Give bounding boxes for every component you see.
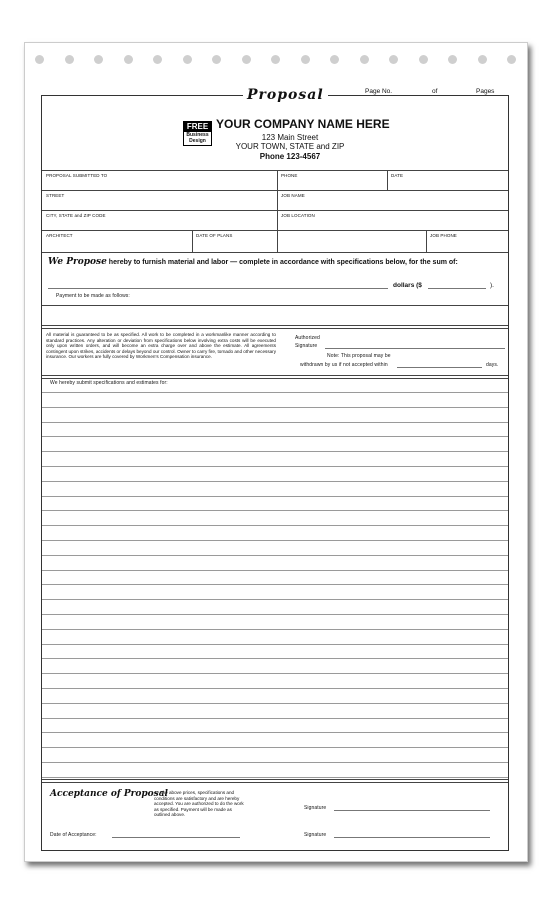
spec-line — [42, 644, 508, 645]
spec-line — [42, 407, 508, 408]
punch-hole — [419, 55, 428, 64]
punch-hole — [448, 55, 457, 64]
label-date: DATE — [391, 173, 404, 178]
we-propose-line — [48, 257, 458, 267]
spec-line — [42, 451, 508, 452]
spec-line — [42, 703, 508, 704]
company-town: YOUR TOWN, STATE and ZIP — [235, 142, 345, 151]
spec-line — [42, 525, 508, 526]
acceptance-text: — The above prices, specifications and conditions are satisfactory and are hereby accepted. You are authorized to do the work as specified. Payment will be made as outlined above. — [154, 790, 244, 818]
note-line1: Note: This proposal may be — [327, 353, 391, 359]
spec-line — [42, 673, 508, 674]
acceptance-signature-1: Signature — [304, 805, 327, 811]
label-job-name: JOB NAME — [281, 193, 305, 198]
punch-hole — [478, 55, 487, 64]
company-name: YOUR COMPANY NAME HERE — [216, 117, 390, 131]
proposal-form-sheet — [24, 42, 528, 862]
spec-line — [42, 422, 508, 423]
label-phone: PHONE — [281, 173, 298, 178]
dollars-label: dollars ($ — [393, 282, 422, 289]
spec-line — [42, 777, 508, 778]
of-label: of — [432, 88, 438, 95]
we-propose-lead: We Propose — [48, 257, 107, 267]
specification-lines — [42, 378, 508, 778]
form-title: Proposal — [243, 87, 328, 103]
spec-line — [42, 496, 508, 497]
spec-line — [42, 570, 508, 571]
company-street: 123 Main Street — [261, 133, 319, 142]
page-no-label: Page No. — [365, 88, 393, 95]
spec-line — [42, 436, 508, 437]
specs-heading: We hereby submit specifications and estimates for: — [50, 380, 168, 386]
pages-label: Pages — [476, 88, 495, 95]
punch-hole — [389, 55, 398, 64]
spec-line — [42, 555, 508, 556]
signature-label: Signature — [295, 343, 318, 349]
logo-design: Design — [189, 138, 206, 144]
label-street: STREET — [46, 193, 65, 198]
punch-hole — [360, 55, 369, 64]
punch-hole — [153, 55, 162, 64]
we-propose-text: hereby to furnish material and labor — complete in accordance with specifications below, for the sum of: — [108, 259, 458, 266]
guarantee-text: All material is guaranteed to be as specified. All work to be completed in a workmanlike manner according to standard practices. Any alteration or deviation from specifications below involving extra costs will be executed only upon written orders, and will become an extra charge over and above the estimate. All agreements contingent upon strikes, accidents or delays beyond our control. Owner to carry fire, tornado and other necessary insurance. Our workers are fully covered by Workmen's Compensation insurance. — [46, 332, 276, 360]
dollars-end: ). — [490, 282, 494, 289]
spec-line — [42, 658, 508, 659]
punch-holes — [25, 55, 527, 67]
company-phone: Phone 123-4567 — [259, 152, 321, 161]
label-job-phone: JOB PHONE — [430, 233, 457, 238]
spec-line — [42, 762, 508, 763]
spec-line — [42, 688, 508, 689]
acceptance-signature-2: Signature — [304, 832, 327, 838]
logo-free: FREE — [184, 122, 211, 132]
note-line2: withdrawn by us if not accepted within — [300, 362, 388, 368]
label-job-location: JOB LOCATION — [281, 213, 315, 218]
date-of-acceptance-label: Date of Acceptance: — [50, 832, 97, 838]
punch-hole — [212, 55, 221, 64]
label-architect: ARCHITECT — [46, 233, 73, 238]
form-frame — [41, 95, 509, 851]
punch-hole — [242, 55, 251, 64]
spec-line — [42, 392, 508, 393]
days-label: days. — [486, 362, 499, 368]
spec-line — [42, 629, 508, 630]
punch-hole — [301, 55, 310, 64]
logo-business: Business — [186, 132, 209, 138]
punch-hole — [124, 55, 133, 64]
spec-line — [42, 599, 508, 600]
free-business-design-logo — [183, 121, 212, 146]
spec-line — [42, 466, 508, 467]
punch-hole — [35, 55, 44, 64]
spec-line — [42, 732, 508, 733]
punch-hole — [65, 55, 74, 64]
payment-label: Payment to be made as follows: — [56, 293, 130, 299]
punch-hole — [507, 55, 516, 64]
authorized-label: Authorized — [295, 335, 320, 341]
spec-line — [42, 481, 508, 482]
spec-line — [42, 747, 508, 748]
punch-hole — [183, 55, 192, 64]
acceptance-title: Acceptance of Proposal — [50, 789, 168, 799]
spec-line — [42, 614, 508, 615]
label-city: CITY, STATE and ZIP CODE — [46, 213, 106, 218]
spec-line — [42, 510, 508, 511]
spec-line — [42, 540, 508, 541]
spec-line — [42, 584, 508, 585]
punch-hole — [330, 55, 339, 64]
spec-line — [42, 718, 508, 719]
label-date-of-plans: DATE OF PLANS — [196, 233, 233, 238]
punch-hole — [271, 55, 280, 64]
punch-hole — [94, 55, 103, 64]
label-submitted-to: PROPOSAL SUBMITTED TO — [46, 173, 108, 178]
